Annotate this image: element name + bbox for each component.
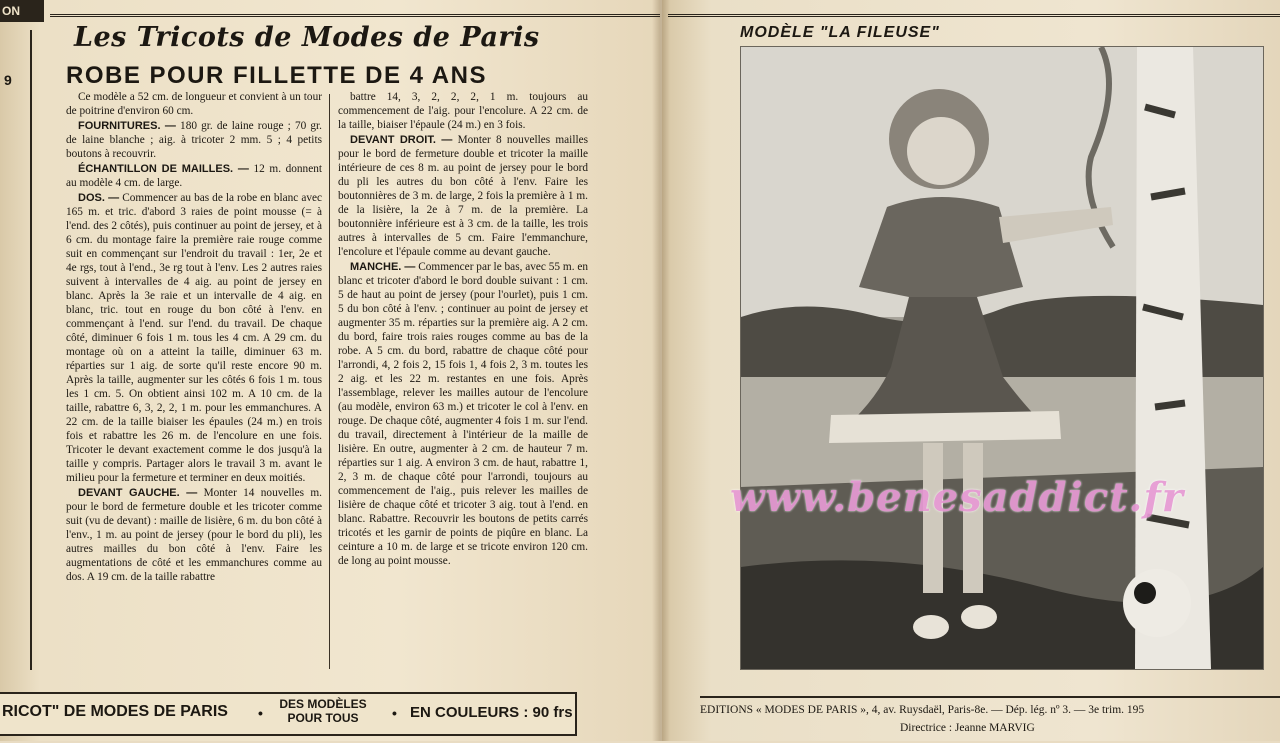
text-column-1 [66,90,322,685]
imprint-line: EDITIONS « MODES DE PARIS », 4, av. Ruysdaël, Paris-8e. — Dép. lég. nº 3. — 3e trim. 195 [700,704,1145,716]
imprint-footer [700,696,1280,743]
column-divider [329,94,330,669]
top-rule-left [50,0,660,17]
paragraph: FOURNITURES. — 180 gr. de laine rouge ; 70 gr. de laine blanche ; aig. à tricoter 2 mm. 5 ; 4 petits boutons à recouvrir. [66,120,322,160]
watermark-text: www.benesaddict.fr [730,474,1184,521]
page-gutter [652,0,670,741]
imprint-director: Directrice : Jeanne MARVIG [900,722,1035,734]
paragraph: MANCHE. — Commencer par le bas, avec 55 m. en blanc et tricoter d'abord le bord double suivant : 1 cm. 5 de haut au point de jersey (pour l'ourlet), puis 1 cm. 5 du bon côté à l'env. ; continuer au point de jersey et augmenter 35 m. réparties sur la première aig. A 2 cm. du bord, faire trois raies rouges comme au bas de la robe. A 5 cm. du bord, rabattre de chaque côté pour l'arrondi, 4, 2 fois 2, 15 fois 1, 4 fois 2, 3 m. toutes les 2 aig. et les 22 m. restantes en une fois. Après l'assemblage, relever les mailles autour de l'encolure (au modèle, environ 63 m.) et tricoter le col à l'env. en rouge. De chaque côté, augmenter 4 fois 1 m. sur l'end. du travail, directement à l'intérieur de la maille de lisière. En outre, augmenter à 2 cm. de hauteur 7 m. réparties sur 1 aig. A environ 3 cm. de haut, rabattre 1, 2, 3 m. de chaque côté pour l'arrondi, toujours au commencement de l'aig., puis relever les mailles de lisière de chaque côté et tricoter 3 aig. tout à l'end. en blanc. Rabattre. Recouvrir les boutons de petits carrés tricotés et les garnir de points de piqûre en blanc. La ceinture a 10 m. de large et se tricote environ 120 cm. de long au point mousse. [338,261,588,567]
paragraph: battre 14, 3, 2, 2, 2, 1 m. toujours au commencement de l'aig. pour l'encolure. A 22 cm. de la taille, biaiser l'épaule (24 m.) en 3 fois. [338,91,588,131]
top-rule-right [668,0,1280,17]
bullet-dot: • [258,705,263,721]
margin-strip [0,30,32,670]
photo-girl-in-dress [740,46,1264,670]
masthead: Les Tricots de Modes de Paris [74,22,540,53]
bullet-dot: • [392,705,397,721]
footer-subtitle: DES MODÈLES POUR TOUS [279,697,367,725]
paragraph: ÉCHANTILLON DE MAILLES. — 12 m. donnent au modèle 4 cm. de large. [66,163,322,189]
footer-price: EN COULEURS : 90 frs [410,704,573,721]
paragraph: DEVANT DROIT. — Monter 8 nouvelles mailles pour le bord de fermeture double et tricoter la maille intérieure de ces 8 m. au point de jersey pour le bord du pli les autres du bon côté à l'env. Faire les boutonnières de 3 m. de large, 2 fois la première à 1 m. de la lisière, la 2e à 7 m. de la première. La boutonnière inférieure est à 3 cm. de la taille, les trois autres à intervalles de 5 cm. Faire l'emmanchure, l'encolure et l'épaule comme au devant gauche. [338,134,588,258]
article-title: ROBE POUR FILLETTE DE 4 ANS [66,62,487,89]
footer-brand: RICOT" DE MODES DE PARIS [2,703,228,720]
model-label: MODÈLE "LA FILEUSE" [740,24,940,41]
paragraph: DOS. — Commencer au bas de la robe en blanc avec 165 m. et tric. d'abord 3 raies de point mousse (= à l'end. des 2 côtés), puis continuer au point de jersey, et à 6 cm. du montage faire la première raie rouge comme suit en commençant sur l'endroit du travail : 1er, 2e et 4e rgs, tout à l'end., 3e rg tout à l'env. Les 2 autres raies suivent à intervalles de 4 aig. au point de jersey en blanc. Après la 3e raie et un intervalle de 4 aig. en blanc, tric. tout en rouge du bon côté à l'env. en commençant à l'end. sur l'end. du travail. De chaque côté, diminuer 6 fois 1 m. tous les 4 cm. A 29 cm. du montage où on a atteint la taille, diminuer 63 m. réparties sur 1 aig. de sorte qu'il reste encore 90 m. Après la taille, augmenter sur les côtés 6 fois 1 m. tous les 1 cm. 5. On obtient ainsi 102 m. A 10 cm. de la taille, rabattre 6, 3, 2, 2, 1 m. pour les emmanchures. A 22 cm. de la taille biaiser les épaules (24 m.) en trois fois et rabattre les 26 m. de l'encolure en une fois. Tricoter le devant exactement comme le dos jusqu'à la taille y compris. Partager alors le travail 3 m. avant le milieu pour la fermeture et terminer en deux moitiés. [66,192,322,484]
paragraph: DEVANT GAUCHE. — Monter 14 nouvelles m. pour le bord de fermeture double et les tricoter comme suit (vu de devant) : maille de lisière, 6 m. du bon côté à l'env., 1 m. au point de jersey (pour le bord du pli), les autres mailles du bon côté à l'env. Faire les augmentations de côté et les emmanchures comme au dos. A 19 cm. de la taille rabattre [66,487,322,583]
footer-banner [0,692,577,736]
corner-tab: ON [0,0,44,22]
paragraph: Ce modèle a 52 cm. de longueur et convient à un tour de poitrine d'environ 60 cm. [66,91,322,117]
text-column-2 [338,90,588,685]
photo-illustration [741,47,1263,669]
margin-fragment: 9 [4,72,12,88]
